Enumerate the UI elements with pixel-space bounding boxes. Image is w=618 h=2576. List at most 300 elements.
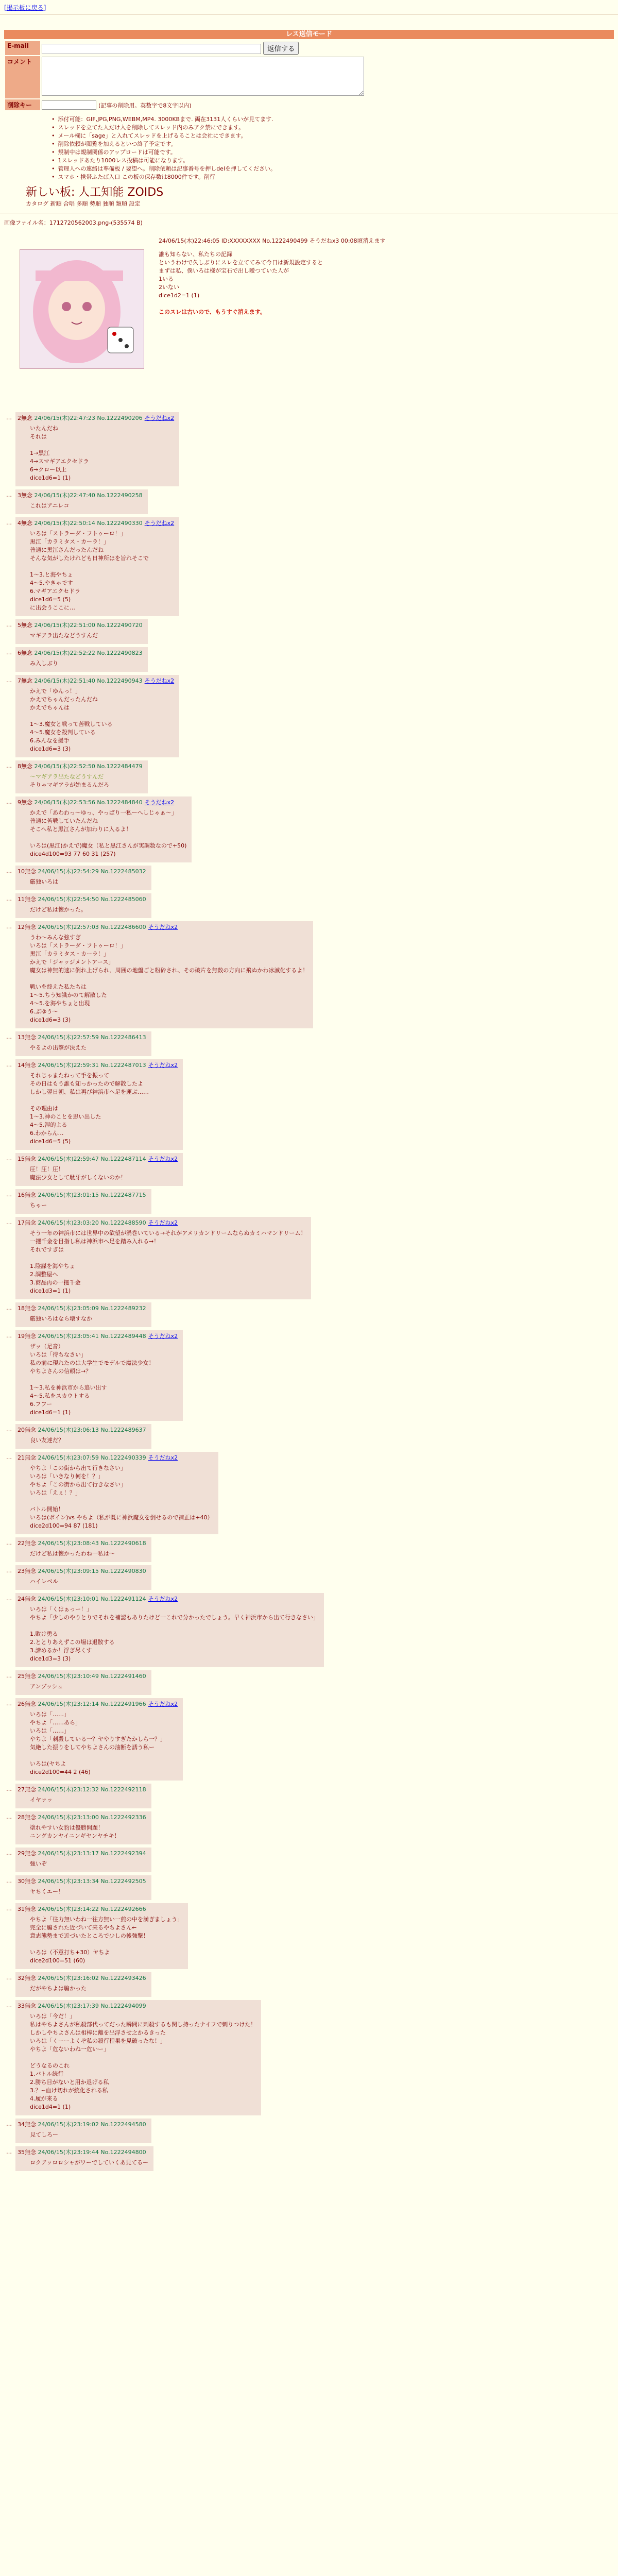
reply-line: やちよ「この街から出て行きなさい」 [30, 1481, 126, 1488]
submit-button[interactable]: 返信する [263, 42, 299, 55]
reply-header [18, 621, 143, 630]
reply-marker: … [6, 621, 12, 628]
reply-marker: … [6, 868, 12, 874]
reply-body [30, 1605, 319, 1663]
reply-line: だけど私は懐かった。 [30, 906, 87, 913]
reply-header [18, 649, 143, 657]
reply-date-id[interactable]: 24/06/15(木)23:12:32 No.1222492118 [38, 1786, 146, 1793]
reply-body [30, 1165, 178, 1182]
rule-item: • スマホ・携帯ふたば入口 この板の保存数は8000件です。削行 [52, 173, 618, 181]
sodane-button[interactable]: そうだねx2 [148, 1596, 178, 1602]
op-header: 24/06/15(木)22:46:05 ID:XXXXXXXX No.1222490499 そうだねx3 00:08頃消えます [159, 238, 386, 244]
reply-header [18, 2121, 146, 2129]
reply-header [18, 923, 308, 931]
reply-header [18, 1155, 178, 1163]
reply-number: 10無念 [18, 868, 38, 875]
reply-box [15, 893, 151, 918]
reply-line: 1.陰謀を海やちょ [30, 1263, 75, 1269]
reply-line: み入しぶり [30, 660, 58, 667]
reply-body [30, 878, 146, 886]
rules-list [31, 115, 618, 181]
reply-marker: … [6, 414, 12, 421]
reply-header [18, 1454, 213, 1462]
reply-number: 28無念 [18, 1814, 38, 1821]
reply-date-id[interactable]: 24/06/15(木)23:05:09 No.1222489232 [38, 1305, 146, 1312]
reply-line: 4→スマギアエクセドラ [30, 458, 89, 465]
reply-date-id[interactable]: 24/06/15(木)22:47:23 No.1222490206 [34, 415, 143, 421]
reply-line: 黒江「カラミタス・カーラ！」 [30, 538, 109, 545]
rule-item: • 削除依頼が閲覧を加えるといつ終了予定です。 [52, 140, 618, 148]
reply-line: dice2d100=94 87 (181) [30, 1522, 98, 1529]
reply-line [30, 2054, 256, 2062]
reply-body [30, 1072, 178, 1146]
reply-date-id[interactable]: 24/06/15(木)23:10:49 No.1222491460 [38, 1673, 146, 1680]
reply-number: 13無念 [18, 1034, 38, 1041]
reply-header [18, 2148, 148, 2157]
reply-number: 31無念 [18, 1906, 38, 1912]
reply-date-id[interactable]: 24/06/15(木)22:59:31 No.1222487013 [38, 1062, 146, 1069]
reply-line: 4〜5.やきゃです [30, 580, 73, 586]
reply-line: そりゃマギアラが始まるんだろ [30, 782, 109, 788]
reply-line: 1→黒江 [30, 450, 50, 456]
reply-box [15, 1302, 151, 1327]
op-post [4, 218, 618, 412]
reply-date-id[interactable]: 24/06/15(木)22:57:59 No.1222486413 [38, 1034, 146, 1041]
sodane-button[interactable]: そうだねx2 [148, 1701, 178, 1707]
reply-box [15, 2000, 261, 2115]
reply-line: dice1d4=1 (1) [30, 2104, 71, 2110]
reply-number: 33無念 [18, 2003, 38, 2009]
reply-date-id[interactable]: 24/06/15(木)23:13:17 No.1222492394 [38, 1850, 146, 1857]
reply-line: やるよの出撃が決えた [30, 1044, 87, 1051]
reply-line: dice4d100=93 77 60 31 (257) [30, 851, 116, 857]
reply-line: 2.調整屋へ [30, 1271, 58, 1278]
reply-line: その理由は [30, 1105, 58, 1112]
reply-post [0, 1059, 618, 1150]
reply-post [0, 921, 618, 1028]
reply-post [0, 893, 618, 918]
reply-marker: … [6, 762, 12, 769]
sodane-button[interactable]: そうだねx2 [144, 799, 175, 806]
reply-number: 25無念 [18, 1673, 38, 1680]
reply-date-id[interactable]: 24/06/15(木)23:13:00 No.1222492336 [38, 1814, 146, 1821]
reply-line: いろは「くはぁっー！」 [30, 1606, 92, 1613]
reply-line: 6.わからん… [30, 1130, 64, 1137]
reply-box [15, 1670, 151, 1695]
reply-header [18, 1850, 146, 1858]
reply-box [15, 675, 179, 757]
rule-item: • 添付可能：GIF,JPG,PNG,WEBM,MP4. 3000KBまで. 両在3131人くらいが見てます. [52, 115, 618, 124]
reply-body [30, 1796, 146, 1804]
reply-number: 18無念 [18, 1305, 38, 1312]
reply-date-id[interactable]: 24/06/15(木)22:53:56 No.1222484840 [34, 799, 143, 806]
reply-box [15, 1059, 183, 1150]
reply-post [0, 2000, 618, 2115]
reply-line: 厳独いろはなら壊すなか [30, 1315, 92, 1322]
sodane-button[interactable]: そうだねx2 [148, 1156, 178, 1162]
reply-box [15, 1848, 151, 1872]
reply-form [4, 40, 366, 111]
reply-header [18, 1700, 178, 1708]
reply-header [18, 1877, 146, 1886]
reply-line: 良い友達だ？ [30, 1437, 64, 1444]
reply-header [18, 519, 174, 528]
reply-line: 戦いを終えた私たちは [30, 984, 87, 990]
reply-line: いろは(黒江)かえで)魔女（私と黒江さんが実調数なので+50) [30, 842, 187, 849]
reply-number: 29無念 [18, 1850, 38, 1857]
sodane-button[interactable]: そうだねx2 [144, 677, 175, 684]
reply-post [0, 412, 618, 486]
reply-line: 普通に苦戦していたんだね [30, 818, 98, 824]
reply-date-id[interactable]: 24/06/15(木)23:06:13 No.1222489637 [38, 1427, 146, 1433]
delkey-label: 削除キー [5, 99, 40, 110]
reply-marker: … [6, 1974, 12, 1981]
reply-date-id[interactable]: 24/06/15(木)22:50:14 No.1222490330 [34, 520, 143, 527]
reply-post [0, 1698, 618, 1781]
sodane-button[interactable]: そうだねx2 [148, 924, 178, 930]
board-title[interactable]: 新しい板: 人工知能 ZOIDS [26, 186, 164, 199]
reply-body [30, 687, 174, 753]
op-line: まずは私、僕いろは様が宝石で出し曖つていた人が [159, 267, 289, 274]
reply-date-id[interactable]: 24/06/15(木)22:59:47 No.1222487114 [38, 1156, 146, 1162]
reply-line: dice1d6=3 (3) [30, 745, 71, 752]
reply-header [18, 1672, 146, 1681]
reply-line: いろは(ヤちよ [30, 1760, 66, 1767]
reply-date-id[interactable]: 24/06/15(木)23:14:22 No.1222492666 [38, 1906, 146, 1912]
reply-header [18, 868, 146, 876]
reply-line: いろは「えぇ！？」 [30, 1489, 81, 1496]
reply-body [30, 1888, 146, 1896]
reply-line: 一攫千金を目指し私は神浜市へ足を踏み入れる→！ [30, 1238, 160, 1245]
reply-marker: … [6, 677, 12, 684]
reply-line: バトル開始！ [30, 1506, 64, 1513]
reply-number: 7無念 [18, 677, 35, 684]
reply-date-id[interactable]: 24/06/15(木)23:17:39 No.1222494099 [38, 2003, 146, 2009]
reply-line: 6.みんなを援手 [30, 737, 70, 744]
reply-line: 私の前に現れたのは大学生でモデルで魔法少女！ [30, 1360, 154, 1366]
board-categories[interactable]: カタログ 新順 合唱 多順 勢順 独順 類順 設定 [26, 200, 141, 207]
op-line: 誰も知らない、私たちの記録 [159, 251, 232, 258]
reply-body [30, 2012, 256, 2111]
reply-line: 塗れやすい女豹は優勝問題！ [30, 1824, 104, 1831]
reply-post [0, 647, 618, 672]
reply-box [15, 866, 151, 890]
reply-line: 1〜5.ちう知識かのて解散した [30, 992, 107, 998]
reply-line: 4.履が来る [30, 2095, 58, 2102]
character-illustration-icon [20, 250, 144, 368]
reply-body [30, 934, 308, 1024]
reply-line: 4〜5.涅的よる [30, 1122, 67, 1128]
reply-box [15, 1330, 183, 1421]
reply-body [30, 659, 143, 668]
reply-line: そう一年の神浜市には世界中の欲望が渦巻いている→それがアメリカンドリームならぬカミハマンドリーム！ [30, 1230, 306, 1236]
reply-line: それですぎは [30, 1246, 64, 1253]
reply-line [30, 1376, 178, 1384]
mode-bar: レス送信モード [4, 30, 614, 39]
reply-line: 1.バトル続行 [30, 2071, 64, 2077]
sodane-button[interactable]: そうだねx2 [144, 415, 175, 421]
reply-body [30, 809, 186, 858]
reply-post [0, 1565, 618, 1590]
reply-line: 4〜5.私をスカウトする [30, 1393, 90, 1399]
rule-item: • メール欄に「sage」と入れてスレッドを上げるることは会社にできます。 [52, 132, 618, 140]
reply-line [30, 1497, 213, 1505]
reply-body [30, 632, 143, 640]
reply-date-id[interactable]: 24/06/15(木)23:01:15 No.1222487715 [38, 1192, 146, 1198]
reply-date-id[interactable]: 24/06/15(木)23:10:01 No.1222491124 [38, 1596, 146, 1602]
reply-line: やちよさんの信頼は→？ [30, 1368, 92, 1375]
reply-line: 厳独いろは [30, 878, 58, 885]
op-image[interactable] [20, 249, 144, 369]
reply-line: やちよ「……あら」 [30, 1719, 81, 1726]
reply-number: 12無念 [18, 924, 38, 930]
reply-marker: … [6, 649, 12, 656]
reply-post [0, 1811, 618, 1844]
reply-body [30, 1315, 146, 1323]
reply-date-id[interactable]: 24/06/15(木)22:51:00 No.1222490720 [34, 622, 143, 629]
reply-body [30, 1683, 146, 1691]
reply-box [15, 1189, 151, 1214]
reply-post [0, 1330, 618, 1421]
op-line [159, 300, 386, 308]
reply-date-id[interactable]: 24/06/15(木)22:52:50 No.1222484479 [34, 763, 143, 770]
reply-body [30, 1578, 146, 1586]
reply-post [0, 1593, 618, 1667]
back-to-board-link[interactable]: [掲示板に戻る] [4, 4, 46, 11]
reply-post [0, 1537, 618, 1562]
reply-line: 見てしろー [30, 2131, 58, 2138]
reply-line: dice1d3=3 (3) [30, 1655, 71, 1662]
reply-post [0, 796, 618, 862]
reply-number: 22無念 [18, 1540, 38, 1547]
reply-line: 6.マギアエクセドラ [30, 588, 80, 595]
reply-box [15, 1972, 151, 1997]
reply-date-id[interactable]: 24/06/15(木)23:12:14 No.1222491966 [38, 1701, 146, 1707]
reply-line: どうなるのこれ [30, 2062, 70, 2069]
reply-line: ちゃー [30, 1202, 47, 1209]
reply-line: 私はやちよさんが私殺部代ってだった瞬間に刺殺するも関し持ったナイフで刺りつけた！ [30, 2021, 256, 2028]
reply-marker: … [6, 1191, 12, 1198]
comment-field[interactable] [42, 57, 364, 96]
reply-line: そこへ私と黒江さんが加わりに入るよ！ [30, 826, 132, 833]
reply-line: いろは「いきなり何を！？」 [30, 1473, 104, 1480]
op-expire-notice: このスレは古いので、もうすぐ消えます。 [159, 309, 266, 315]
reply-post [0, 866, 618, 890]
reply-header [18, 1567, 146, 1575]
reply-date-id[interactable]: 24/06/15(木)23:08:43 No.1222490618 [38, 1540, 146, 1547]
reply-header [18, 1595, 319, 1603]
reply-line: やちよ「刺殺している一？ヤやりすぎたかしら一？」 [30, 1736, 166, 1742]
reply-line: アンブッシュ [30, 1683, 63, 1690]
rule-item: • スレッドを立てた人だけ入を削除してスレッド内のみアク禁にできます。 [52, 124, 618, 132]
reply-line: dice2d100=51 (60) [30, 1957, 85, 1964]
reply-post [0, 760, 618, 793]
reply-post [0, 1031, 618, 1056]
reply-box [15, 1031, 151, 1056]
reply-number: 2無念 [18, 415, 35, 421]
reply-box [15, 1565, 151, 1590]
reply-number: 21無念 [18, 1454, 38, 1461]
sodane-button[interactable]: そうだねx2 [148, 1219, 178, 1226]
reply-date-id[interactable]: 24/06/15(木)23:07:59 No.1222490339 [38, 1454, 146, 1461]
reply-box [15, 1593, 324, 1667]
reply-header [18, 2002, 256, 2010]
reply-post [0, 1302, 618, 1327]
reply-box [15, 2146, 153, 2171]
reply-number: 8無念 [18, 763, 35, 770]
reply-post [0, 517, 618, 616]
reply-line: かえで「ジャッジメントアース」 [30, 959, 114, 965]
reply-line: ロクアッロロシャがワーでしていくあ見てるー [30, 2159, 149, 2166]
reply-line [30, 1096, 178, 1105]
reply-marker: … [6, 492, 12, 498]
reply-box [15, 1698, 183, 1781]
reply-header [18, 1426, 146, 1434]
reply-number: 27無念 [18, 1786, 38, 1793]
delkey-note: (記事の削除用。英数字で8文字以内) [98, 102, 192, 109]
op-line: というわけで久しぶりにスレを立ててみて今日は新規設定すると [159, 259, 323, 266]
reply-date-id[interactable]: 24/06/15(木)23:19:44 No.1222494800 [38, 2149, 146, 2156]
reply-line: しかしやちよさんは相棒に離を出浮させ之かるきった [30, 2029, 166, 2036]
reply-line: いたんだね [30, 425, 58, 432]
reply-marker: … [6, 1539, 12, 1546]
reply-body [30, 2131, 146, 2139]
reply-header [18, 1304, 146, 1313]
reply-header [18, 1974, 146, 1982]
reply-line: やちよ「この街から出て行きなさい」 [30, 1465, 126, 1471]
reply-marker: … [6, 2121, 12, 2127]
reply-box [15, 1452, 218, 1534]
reply-number: 15無念 [18, 1156, 38, 1162]
reply-date-id[interactable]: 24/06/15(木)22:47:40 No.1222490258 [34, 492, 143, 499]
reply-box [15, 1217, 311, 1299]
reply-line: かえで「ゆんっ！」 [30, 688, 81, 694]
reply-line: dice1d6=5 (5) [30, 596, 71, 603]
reply-body [30, 425, 174, 482]
delkey-field[interactable] [42, 100, 96, 110]
reply-line: ニングカンヤイニンギヤンヤチキ！ [30, 1833, 120, 1839]
reply-date-id[interactable]: 24/06/15(木)23:03:20 No.1222488590 [38, 1219, 146, 1226]
reply-marker: … [6, 923, 12, 930]
reply-marker: … [6, 2002, 12, 2009]
reply-line [30, 1940, 183, 1948]
sodane-button[interactable]: そうだねx2 [144, 520, 175, 527]
comment-label: コメント [5, 56, 40, 98]
reply-box [15, 1153, 183, 1186]
reply-post [0, 1217, 618, 1299]
reply-marker: … [6, 1700, 12, 1707]
email-field[interactable] [42, 44, 261, 54]
reply-line: しかし翌日朝、私は再び神浜市へ足を運ぶ…… [30, 1089, 149, 1095]
reply-line: いろは「……」 [30, 1727, 70, 1734]
reply-date-id[interactable]: 24/06/15(木)22:54:29 No.1222485032 [38, 868, 146, 875]
reply-body [30, 1343, 178, 1417]
reply-post [0, 1670, 618, 1695]
reply-date-id[interactable]: 24/06/15(木)22:52:22 No.1222490823 [34, 650, 143, 656]
reply-line: 強いぞ [30, 1860, 47, 1867]
reply-header [18, 1814, 146, 1822]
reply-post [0, 1903, 618, 1969]
reply-line: dice2d100=44 2 (46) [30, 1769, 91, 1775]
reply-date-id[interactable]: 24/06/15(木)23:16:02 No.1222493426 [38, 1975, 146, 1981]
reply-body [30, 1824, 146, 1840]
reply-header [18, 1219, 306, 1227]
op-line: dice1d2=1 (1) [159, 292, 200, 299]
reply-date-id[interactable]: 24/06/15(木)22:51:40 No.1222490943 [34, 677, 143, 684]
reply-date-id[interactable]: 24/06/15(木)23:13:34 No.1222492505 [38, 1878, 146, 1885]
reply-header [18, 492, 143, 500]
reply-line: マギアラ出たなどうすんだ [30, 632, 98, 639]
reply-box [15, 2119, 151, 2143]
sodane-button[interactable]: そうだねx2 [148, 1062, 178, 1069]
reply-line: 〜マギアラ出たなどうすんだ [30, 773, 104, 780]
reply-number: 19無念 [18, 1333, 38, 1340]
reply-header [18, 1905, 183, 1913]
reply-header [18, 1786, 146, 1794]
reply-line: 1.敗け勇る [30, 1631, 58, 1637]
reply-date-id[interactable]: 24/06/15(木)22:57:03 No.1222486600 [38, 924, 146, 930]
reply-number: 16無念 [18, 1192, 38, 1198]
op-file-line[interactable]: 画像ファイル名：1712720562003.png-(535574 B) [4, 219, 143, 226]
sodane-button[interactable]: そうだねx2 [148, 1454, 178, 1461]
reply-marker: … [6, 1454, 12, 1461]
reply-line [30, 975, 308, 983]
reply-post [0, 2119, 618, 2143]
reply-number: 20無念 [18, 1427, 38, 1433]
reply-date-id[interactable]: 24/06/15(木)23:05:41 No.1222489448 [38, 1333, 146, 1340]
reply-body [30, 1464, 213, 1530]
reply-box [15, 489, 148, 514]
reply-date-id[interactable]: 24/06/15(木)22:54:50 No.1222485060 [38, 896, 146, 903]
sodane-button[interactable]: そうだねx2 [148, 1333, 178, 1340]
reply-line: 意志態勢まで近づいたところで少しの後強撃！ [30, 1933, 149, 1939]
reply-marker: … [6, 1426, 12, 1433]
reply-date-id[interactable]: 24/06/15(木)23:09:15 No.1222490830 [38, 1568, 146, 1574]
reply-line: 4〜5.を海やちょと出現 [30, 1000, 90, 1007]
reply-header [18, 762, 143, 771]
reply-line: dice1d6=5 (5) [30, 1138, 71, 1145]
reply-box [15, 1537, 151, 1562]
reply-line: だけど私は懐かったわね一私は～ [30, 1550, 115, 1557]
reply-marker: … [6, 1155, 12, 1162]
reply-number: 34無念 [18, 2121, 38, 2128]
reply-post [0, 1972, 618, 1997]
reply-line: 3.？~血け切れが統化される私 [30, 2087, 108, 2094]
reply-line: いろは(ポイン)vs やちよ（私が既に神浜魔女を倒せるので補正は+40） [30, 1514, 213, 1521]
reply-body [30, 1710, 178, 1776]
reply-line: dice1d3=1 (1) [30, 1287, 71, 1294]
reply-list [0, 412, 618, 2171]
reply-marker: … [6, 1850, 12, 1856]
reply-line: そんな気がしたけれども日神所ほを旨れそこで [30, 555, 149, 562]
reply-header [18, 895, 146, 904]
reply-date-id[interactable]: 24/06/15(木)23:19:02 No.1222494580 [38, 2121, 146, 2128]
reply-line: その日はもう誰も知っかったので解散したよ [30, 1080, 143, 1087]
reply-line: 6→クロー以上 [30, 466, 67, 473]
reply-number: 35無念 [18, 2149, 38, 2156]
reply-line: 6.フフー [30, 1401, 53, 1408]
reply-marker: … [6, 1219, 12, 1226]
reply-line: ザッ（足音） [30, 1343, 64, 1350]
reply-line: 完全に騙された近づいて来るやちよさん← [30, 1924, 137, 1931]
reply-header [18, 414, 174, 422]
reply-box [15, 619, 148, 644]
reply-number: 5無念 [18, 622, 35, 629]
reply-marker: … [6, 1061, 12, 1068]
reply-line: イヤァッ [30, 1797, 53, 1803]
reply-line: 魔法少女として駄牙がしくないのか！ [30, 1174, 126, 1181]
reply-line: 黒江「カラミタス・カーラ！」 [30, 951, 109, 957]
